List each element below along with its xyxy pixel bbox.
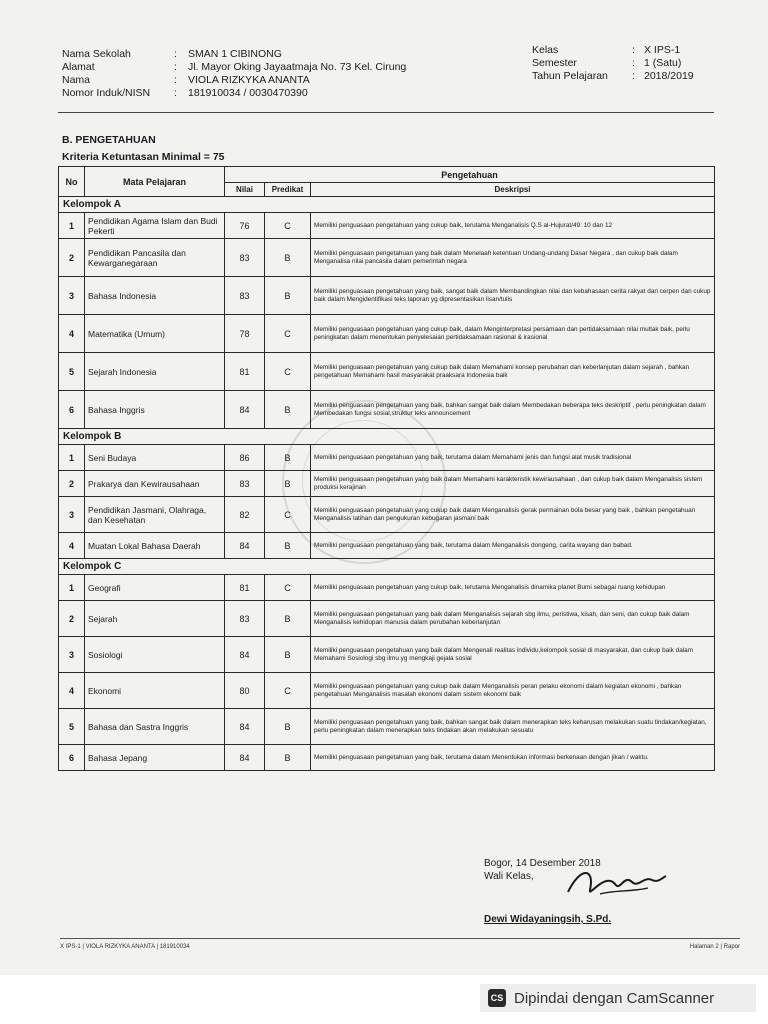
description-text: Memiliki penguasaan pengetahuan yang cukup baik, dalam Menginterpretasi persamaan dan pertidaksamaan nilai mutlak baik, perlu peningkatan dalam menentukan penyelesaian pertidaksamaan rasional & irasional <box>311 315 715 353</box>
score-value: 76 <box>225 213 265 239</box>
left-separator: : <box>174 48 177 60</box>
subject-name: Prakarya dan Kewirausahaan <box>85 471 225 497</box>
score-value: 86 <box>225 445 265 471</box>
left-row <box>62 74 406 87</box>
left-row <box>62 87 406 100</box>
row-number: 5 <box>59 709 85 745</box>
row-number: 1 <box>59 213 85 239</box>
table-row <box>59 277 715 315</box>
row-number: 3 <box>59 277 85 315</box>
signature-name: Dewi Widayaningsih, S.Pd. <box>484 914 612 925</box>
right-label: Semester <box>532 57 577 69</box>
table-row <box>59 391 715 429</box>
left-separator: : <box>174 61 177 73</box>
left-row <box>62 48 406 61</box>
description-text: Memiliki penguasaan pengetahuan yang cukup baik dalam Memahami konsep perubahan dan keberlanjutan dalam sejarah , bahkan pengetahuan Memahami hasil masyarakat praaksara Indonesia baik <box>311 353 715 391</box>
section-title: B. PENGETAHUAN <box>62 134 156 146</box>
grade-letter: B <box>265 391 311 429</box>
description-text: Memiliki penguasaan pengetahuan yang baik dalam Mengenali realitas individu,kelompok sosial di masyarakat, dan cukup baik dalam Memahami Sosiologi sbg ilmu yg mengkaji gejala sosial <box>311 637 715 673</box>
camscanner-icon: CS <box>488 989 506 1007</box>
grade-letter: C <box>265 213 311 239</box>
subject-name: Pendidikan Agama Islam dan Budi Pekerti <box>85 213 225 239</box>
description-text: Memiliki penguasaan pengetahuan yang baik dalam Memahami karakteristik kewirausahaan , dan cukup baik dalam Menganalisis sistem produksi kerajinan <box>311 471 715 497</box>
right-value: 2018/2019 <box>644 70 694 82</box>
subject-name: Bahasa Indonesia <box>85 277 225 315</box>
score-value: 84 <box>225 391 265 429</box>
group-row <box>59 429 715 445</box>
group-row <box>59 559 715 575</box>
description-text: Memiliki penguasaan pengetahuan yang baik, terutama dalam Menentukan informasi berkenaan dengan jikan / waktu. <box>311 745 715 771</box>
grade-letter: B <box>265 637 311 673</box>
table-row <box>59 239 715 277</box>
left-row <box>62 61 406 74</box>
subject-name: Sejarah <box>85 601 225 637</box>
grade-letter: B <box>265 445 311 471</box>
knowledge-grade-table <box>58 166 715 771</box>
grade-letter: B <box>265 239 311 277</box>
score-value: 84 <box>225 709 265 745</box>
left-label: Nama <box>62 74 91 86</box>
row-number: 5 <box>59 353 85 391</box>
class-info <box>532 44 694 83</box>
row-number: 6 <box>59 745 85 771</box>
col-predikat: Predikat <box>265 183 311 197</box>
description-text: Memiliki penguasaan pengetahuan yang cukup baik, terutama Menganalisis dinamika planet Bumi sebagai ruang kehidupan <box>311 575 715 601</box>
score-value: 80 <box>225 673 265 709</box>
description-text: Memiliki penguasaan pengetahuan yang baik, bahkan sangat baik dalam menerapkan teks keharusan melakukan suatu tindakan/kegiatan, perlu peningkatan dalam menerapkan teks tindakan akan melakukan sesuatu <box>311 709 715 745</box>
subject-name: Sejarah Indonesia <box>85 353 225 391</box>
description-text: Memiliki penguasaan pengetahuan yang cukup baik dalam Menganalisis peran pelaku ekonomi dalam kegiatan ekonomi , bahkan pengetahuan Menganalisis masalah ekonomi dalam sistem ekonomi baik <box>311 673 715 709</box>
right-row <box>532 70 694 83</box>
subject-name: Sosiologi <box>85 637 225 673</box>
table-row <box>59 471 715 497</box>
row-number: 4 <box>59 315 85 353</box>
group-name: Kelompok A <box>59 197 715 213</box>
right-label: Tahun Pelajaran <box>532 70 608 82</box>
col-deskripsi: Deskripsi <box>311 183 715 197</box>
score-value: 83 <box>225 471 265 497</box>
footer-divider <box>60 938 740 939</box>
header-divider <box>58 112 714 113</box>
grade-letter: B <box>265 277 311 315</box>
score-value: 84 <box>225 745 265 771</box>
left-label: Nomor Induk/NISN <box>62 87 151 99</box>
row-number: 4 <box>59 533 85 559</box>
table-row <box>59 533 715 559</box>
table-row <box>59 745 715 771</box>
col-group-pengetahuan: Pengetahuan <box>225 167 715 183</box>
row-number: 1 <box>59 575 85 601</box>
subject-name: Pendidikan Jasmani, Olahraga, dan Kesehatan <box>85 497 225 533</box>
left-value: VIOLA RIZKYKA ANANTA <box>188 74 310 86</box>
left-value: Jl. Mayor Oking Jayaatmaja No. 73 Kel. Cirung <box>188 61 407 73</box>
footer-left: X IPS-1 | VIOLA RIZKYKA ANANTA | 181910034 <box>60 944 190 950</box>
description-text: Memiliki penguasaan pengetahuan yang baik, terutama dalam Memahami jenis dan fungsi alat musik tradisional <box>311 445 715 471</box>
table-row <box>59 497 715 533</box>
row-number: 2 <box>59 601 85 637</box>
subject-name: Seni Budaya <box>85 445 225 471</box>
subject-name: Bahasa dan Sastra Inggris <box>85 709 225 745</box>
left-separator: : <box>174 87 177 99</box>
score-value: 81 <box>225 575 265 601</box>
description-text: Memiliki penguasaan pengetahuan yang cukup baik, terutama Menganalisis Q.S al-Hujurat/49: 10 dan 12 <box>311 213 715 239</box>
handwritten-signature <box>560 862 670 902</box>
table-row <box>59 353 715 391</box>
row-number: 1 <box>59 445 85 471</box>
subject-name: Matematika (Umum) <box>85 315 225 353</box>
description-text: Memiliki penguasaan pengetahuan yang baik dalam Menelaah ketentuan Undang-undang Dasar Negara , dan cukup baik dalam Menganalisa nilai pancasila dalam pemerintah negara <box>311 239 715 277</box>
score-value: 82 <box>225 497 265 533</box>
row-number: 3 <box>59 497 85 533</box>
grade-letter: B <box>265 533 311 559</box>
table-row <box>59 673 715 709</box>
signature-place-date: Bogor, 14 Desember 2018 <box>484 858 601 869</box>
right-separator: : <box>632 44 635 56</box>
score-value: 83 <box>225 601 265 637</box>
description-text: Memiliki penguasaan pengetahuan yang baik, terutama dalam Menganalisis dongeng, carita wayang dan babad. <box>311 533 715 559</box>
description-text: Memiliki penguasaan pengetahuan yang baik dalam Menganalisis sejarah sbg ilmu, peristiwa, kisah, dan seni, dan cukup baik dalam Menganalisis kehidupan manusia dalam perubahan keberlanjutan <box>311 601 715 637</box>
col-no: No <box>59 167 85 197</box>
description-text: Memiliki penguasaan pengetahuan yang baik, sangat baik dalam Membandingkan nilai dan kebahasaan cerita rakyat dan cerpen dan cukup baik dalam Mengidentifikasi teks laporan yg dipresentasikan lisan/tulis <box>311 277 715 315</box>
page-footer <box>60 944 740 950</box>
row-number: 4 <box>59 673 85 709</box>
subject-name: Ekonomi <box>85 673 225 709</box>
score-value: 81 <box>225 353 265 391</box>
right-row <box>532 44 694 57</box>
score-value: 84 <box>225 533 265 559</box>
right-separator: : <box>632 57 635 69</box>
group-name: Kelompok B <box>59 429 715 445</box>
left-label: Nama Sekolah <box>62 48 131 60</box>
right-value: 1 (Satu) <box>644 57 682 69</box>
group-row <box>59 197 715 213</box>
table-row <box>59 445 715 471</box>
row-number: 3 <box>59 637 85 673</box>
left-label: Alamat <box>62 61 95 73</box>
col-nilai: Nilai <box>225 183 265 197</box>
right-value: X IPS-1 <box>644 44 681 56</box>
score-value: 83 <box>225 239 265 277</box>
grade-letter: B <box>265 601 311 637</box>
left-separator: : <box>174 74 177 86</box>
grade-letter: C <box>265 353 311 391</box>
table-row <box>59 315 715 353</box>
footer-right: Halaman 2 | Rapor <box>689 944 740 950</box>
col-subject: Mata Pelajaran <box>85 167 225 197</box>
right-label: Kelas <box>532 44 559 56</box>
table-row <box>59 709 715 745</box>
grade-letter: C <box>265 575 311 601</box>
subject-name: Pendidikan Pancasila dan Kewarganegaraan <box>85 239 225 277</box>
grade-letter: B <box>265 471 311 497</box>
subject-name: Bahasa Jepang <box>85 745 225 771</box>
table-row <box>59 575 715 601</box>
table-row <box>59 213 715 239</box>
grade-letter: C <box>265 673 311 709</box>
group-name: Kelompok C <box>59 559 715 575</box>
description-text: Memiliki penguasaan pengetahuan yang baik, bahkan sangat baik dalam Membedakan beberapa teks deskriptif , perlu peningkatan dalam Membedakan fungsi sosial,struktur teks announcement <box>311 391 715 429</box>
score-value: 83 <box>225 277 265 315</box>
student-info <box>62 48 406 100</box>
score-value: 84 <box>225 637 265 673</box>
score-value: 78 <box>225 315 265 353</box>
left-value: 181910034 / 0030470390 <box>188 87 308 99</box>
grade-letter: B <box>265 745 311 771</box>
kkm-label: Kriteria Ketuntasan Minimal = 75 <box>62 151 225 163</box>
row-number: 2 <box>59 239 85 277</box>
table-row <box>59 601 715 637</box>
grade-letter: B <box>265 709 311 745</box>
row-number: 2 <box>59 471 85 497</box>
table-row <box>59 637 715 673</box>
left-value: SMAN 1 CIBINONG <box>188 48 282 60</box>
signature-role: Wali Kelas, <box>484 871 534 882</box>
description-text: Memiliki penguasaan pengetahuan yang cukup baik dalam Menganalisis gerak permainan bola besar yang baik , bahkan pengetahuan Menganalisis latihan dan pengukuran kebugaran jasmani baik <box>311 497 715 533</box>
grade-letter: C <box>265 497 311 533</box>
grade-letter: C <box>265 315 311 353</box>
right-separator: : <box>632 70 635 82</box>
subject-name: Bahasa Inggris <box>85 391 225 429</box>
right-row <box>532 57 694 70</box>
subject-name: Geografi <box>85 575 225 601</box>
camscanner-badge <box>480 984 756 1012</box>
subject-name: Muatan Lokal Bahasa Daerah <box>85 533 225 559</box>
row-number: 6 <box>59 391 85 429</box>
camscanner-text: Dipindai dengan CamScanner <box>514 989 715 1007</box>
